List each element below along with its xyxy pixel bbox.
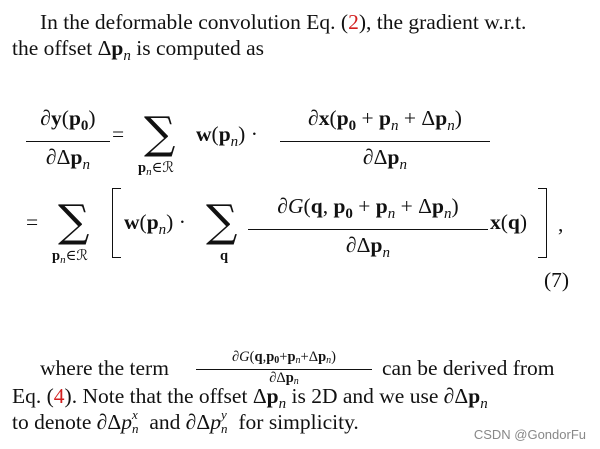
outro-line-2: Eq. (4). Note that the offset $\Delta p_n$ is 2D and we use $\partial\Delta p_n$: [12, 384, 488, 412]
weight-term: $w(p_n)$ ·: [196, 122, 258, 150]
rhs-fraction-1: $\partial x(p_0 + p_n + \Delta p_n)$ $\partial\Delta p_n$: [280, 104, 490, 179]
outro-line-1-pre: where the term: [40, 356, 169, 380]
lhs-fraction: $\partial y(p_0)$ $\partial\Delta p_n$: [26, 104, 110, 179]
intro-line-1: In the deformable convolution Eq. (2), the gradient w.r.t.: [40, 10, 527, 34]
sum-symbol-3: ∑: [206, 196, 238, 247]
sum-limit-2: $p_n\in ℛ$: [52, 248, 88, 266]
equals-sign: =: [112, 122, 125, 146]
sum-symbol-2: ∑: [58, 196, 90, 247]
right-bracket: [538, 188, 547, 258]
equation-ref-link[interactable]: 2: [348, 10, 359, 34]
sum-limit: $p_n\in ℛ$: [138, 160, 174, 178]
equation-ref-link-2[interactable]: 4: [53, 384, 65, 408]
inline-fraction: ∂G(q,p0+pn+Δpn) ∂Δpn: [196, 349, 372, 390]
sum-symbol: ∑: [144, 108, 176, 159]
watermark-text: CSDN @GondorFu: [473, 427, 586, 442]
left-bracket: [112, 188, 121, 258]
x-of-q: x(q): [490, 210, 528, 234]
math-delta-pn: $\Delta p_n$: [97, 36, 131, 64]
rhs-fraction-2: ∂G(q, $p_0 + p_n + \Delta p_n$) $\partial\Delta p_n$: [248, 192, 488, 267]
equals-sign-2: =: [26, 210, 39, 234]
weight-term-2: $w(p_n)$ ·: [124, 210, 186, 238]
outro-line-3: to denote ∂Δp x n and ∂Δp y n for simplicity.: [12, 407, 359, 436]
outro-line-1-post: can be derived from: [382, 356, 555, 380]
intro-line-2: the offset $\Delta p_n$ is computed as: [12, 36, 265, 64]
sum-limit-3: q: [220, 248, 229, 264]
equation-number: (7): [544, 268, 570, 292]
equation-comma: ,: [558, 212, 564, 236]
